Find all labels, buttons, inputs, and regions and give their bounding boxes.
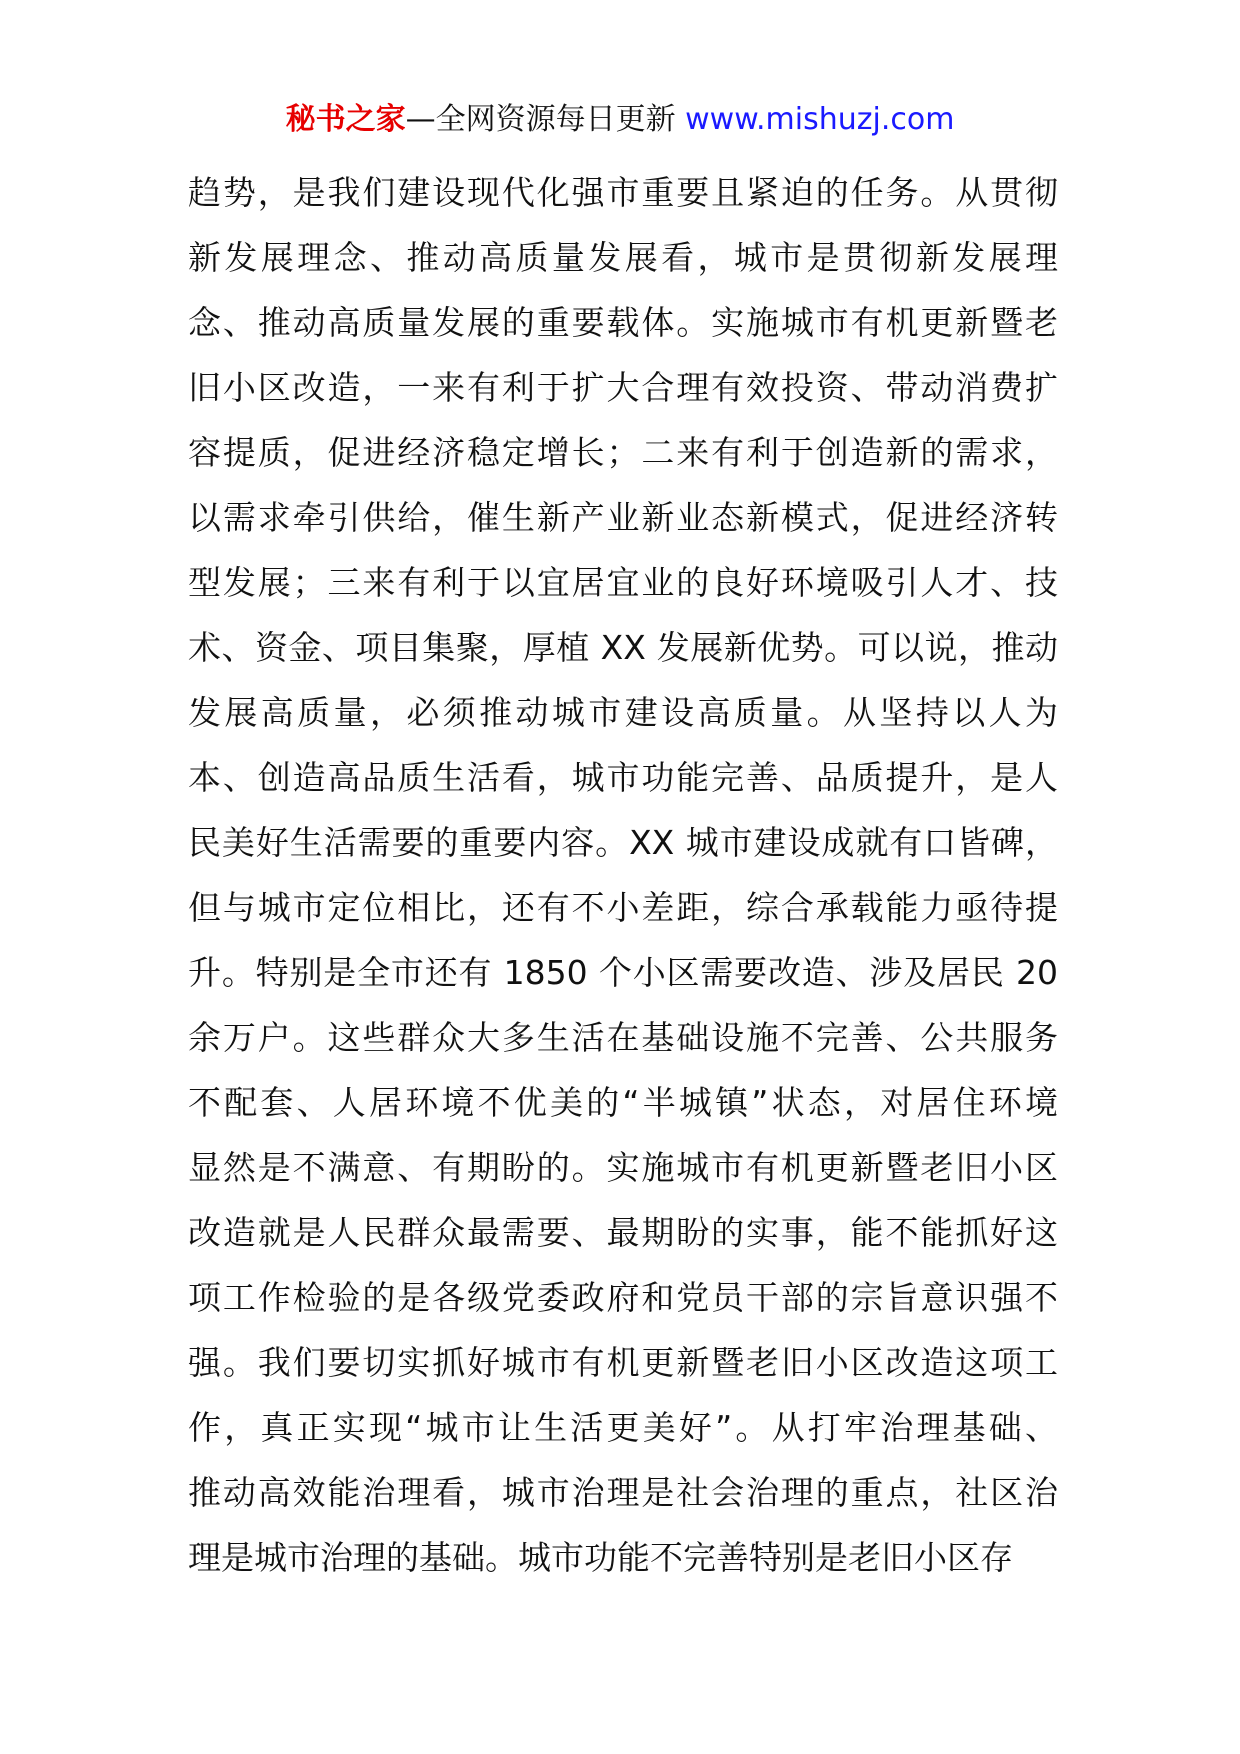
paragraph-line: 民美好生活需要的重要内容。XX 城市建设成就有口皆碑，: [188, 823, 1058, 862]
paragraph-line: 新发展理念、推动高质量发展看，城市是贯彻新发展理: [188, 238, 1058, 277]
header-tagline: —全网资源每日更新: [405, 102, 676, 137]
paragraph-line: 强。我们要切实抓好城市有机更新暨老旧小区改造这项工: [188, 1343, 1058, 1382]
paragraph-line: 术、资金、项目集聚，厚植 XX 发展新优势。可以说，推动: [188, 628, 1058, 667]
paragraph-line: 型发展；三来有利于以宜居宜业的良好环境吸引人才、技: [188, 563, 1058, 602]
brand-name: 秘书之家: [285, 102, 406, 137]
paragraph-line: 趋势，是我们建设现代化强市重要且紧迫的任务。从贯彻: [188, 173, 1058, 212]
site-header: [0, 100, 1240, 140]
paragraph-line: 推动高效能治理看，城市治理是社会治理的重点，社区治: [188, 1473, 1058, 1512]
paragraph-line: 发展高质量，必须推动城市建设高质量。从坚持以人为: [188, 693, 1058, 732]
paragraph-line: 容提质，促进经济稳定增长；二来有利于创造新的需求，: [188, 433, 1058, 472]
paragraph-line: 本、创造高品质生活看，城市功能完善、品质提升，是人: [188, 758, 1058, 797]
paragraph-line: 余万户。这些群众大多生活在基础设施不完善、公共服务: [188, 1018, 1058, 1057]
paragraph-line: 旧小区改造，一来有利于扩大合理有效投资、带动消费扩: [188, 368, 1058, 407]
paragraph-line: 作，真正实现“城市让生活更美好”。从打牢治理基础、: [188, 1408, 1058, 1447]
site-url-link[interactable]: www.mishuzj.com: [685, 102, 955, 137]
paragraph-line: 项工作检验的是各级党委政府和党员干部的宗旨意识强不: [188, 1278, 1058, 1317]
paragraph-line: 升。特别是全市还有 1850 个小区需要改造、涉及居民 20: [188, 953, 1058, 992]
paragraph-line: 以需求牵引供给，催生新产业新业态新模式，促进经济转: [188, 498, 1058, 537]
paragraph-line: 不配套、人居环境不优美的“半城镇”状态，对居住环境: [188, 1083, 1058, 1122]
paragraph-line: 改造就是人民群众最需要、最期盼的实事，能不能抓好这: [188, 1213, 1058, 1252]
paragraph-line: 理是城市治理的基础。城市功能不完善特别是老旧小区存: [188, 1538, 1013, 1577]
document-body: [188, 160, 1058, 1590]
paragraph-line: 但与城市定位相比，还有不小差距，综合承载能力亟待提: [188, 888, 1058, 927]
paragraph-line: 念、推动高质量发展的重要载体。实施城市有机更新暨老: [188, 303, 1058, 342]
paragraph-line: 显然是不满意、有期盼的。实施城市有机更新暨老旧小区: [188, 1148, 1058, 1187]
